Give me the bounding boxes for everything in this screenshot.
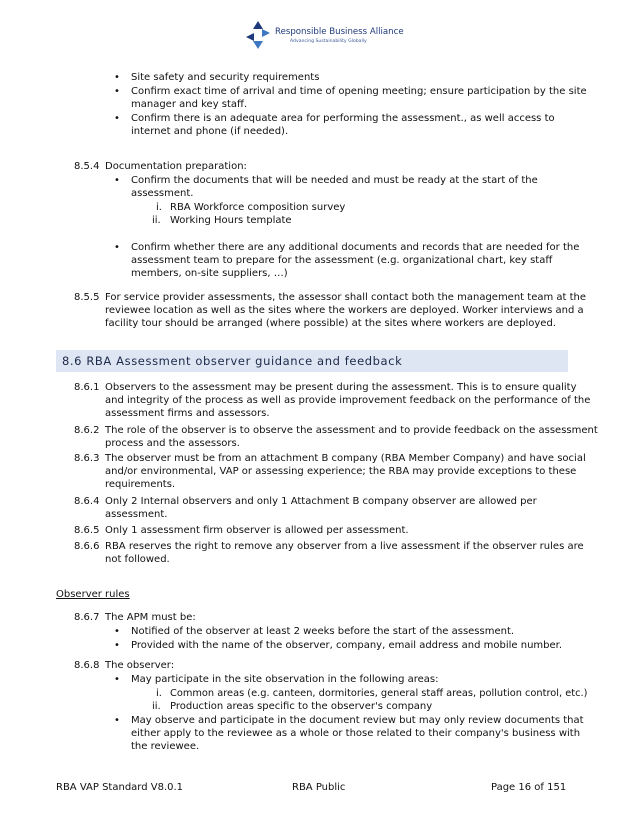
item-number: 8.6.8 [74, 660, 100, 671]
sub-number: i. [156, 202, 162, 213]
sub-text: Working Hours template [170, 215, 292, 226]
bullet-marker [114, 673, 120, 686]
bullet-text: Confirm the documents that will be needed and must be ready at the start of the [131, 175, 538, 186]
sub-text: RBA Workforce composition survey [170, 202, 346, 213]
paragraph-line: For service provider assessments, the assessor shall contact both the management team at the [105, 292, 587, 303]
item-number: 8.6.7 [74, 612, 100, 623]
item-line: and integrity of the process as well as provide improvement feedback on the performance of the [105, 395, 591, 406]
top-bullet-text: Confirm exact time of arrival and time of opening meeting; ensure participation by the site [131, 86, 587, 97]
section-number: 8.5.4 [74, 161, 100, 172]
bullet-marker [114, 112, 120, 125]
bullet-text: Confirm whether there are any additional documents and records that are needed for the [131, 242, 580, 253]
bullet-marker [114, 625, 120, 638]
item-line: The role of the observer is to observe the assessment and to provide feedback on the assessment [105, 425, 598, 436]
bullet-text: the reviewee. [131, 741, 200, 752]
item-line: process and the assessors. [105, 438, 240, 449]
top-bullet-text: Confirm there is an adequate area for performing the assessment., as well access to [131, 113, 555, 124]
item-line: Only 2 Internal observers and only 1 Attachment B company observer are allowed per [105, 496, 537, 507]
item-number: 8.6.3 [74, 453, 100, 464]
bullet-text: assessment. [131, 188, 194, 199]
bullet-text: assessment team to prepare for the assessment (e.g. organizational chart, key staff [131, 255, 553, 266]
item-line: RBA reserves the right to remove any observer from a live assessment if the observer rules are [105, 541, 584, 552]
paragraph-line: facility tour should be arranged (where possible) at the sites where workers are deployed. [105, 318, 556, 329]
bullet-text: May observe and participate in the document review but may only review documents that [131, 715, 584, 726]
item-line: not followed. [105, 554, 170, 565]
item-number: 8.6.6 [74, 541, 100, 552]
logo-tagline: Advancing Sustainability Globally [290, 39, 367, 44]
sub-number: i. [156, 688, 162, 699]
section-heading: 8.6 RBA Assessment observer guidance and feedback [62, 354, 403, 368]
bullet-text: May participate in the site observation in the following areas: [131, 674, 439, 685]
item-line: assessment. [105, 509, 168, 520]
footer-page-number: Page 16 of 151 [491, 782, 567, 793]
bullet-marker [114, 85, 120, 98]
bullet-marker [114, 714, 120, 727]
top-bullet-text: manager and key staff. [131, 99, 248, 110]
footer-document-id: RBA VAP Standard V8.0.1 [56, 782, 184, 793]
bullet-text: Notified of the observer at least 2 weeks before the start of the assessment. [131, 626, 515, 637]
bullet-text: Provided with the name of the observer, company, email address and mobile number. [131, 640, 563, 651]
item-line: and/or environmental, VAP or assessing experience; the RBA may provide exceptions to these [105, 466, 577, 477]
bullet-marker [114, 639, 120, 652]
item-number: 8.6.2 [74, 425, 100, 436]
item-line: requirements. [105, 479, 176, 490]
top-bullet-text: Site safety and security requirements [131, 72, 320, 83]
top-bullet-text: internet and phone (if needed). [131, 126, 289, 137]
item-line: The observer must be from an attachment B company (RBA Member Company) and have social [105, 453, 586, 464]
footer-classification: RBA Public [292, 782, 346, 793]
item-title: The observer: [105, 660, 175, 671]
bullet-marker [114, 241, 120, 254]
logo-name: Responsible Business Alliance [275, 27, 404, 37]
item-number: 8.6.4 [74, 496, 100, 507]
item-line: Only 1 assessment firm observer is allowed per assessment. [105, 525, 409, 536]
sub-number: ii. [152, 701, 161, 712]
item-number: 8.6.5 [74, 525, 100, 536]
bullet-text: members, on-site suppliers, …) [131, 268, 288, 279]
item-line: assessment firms and assessors. [105, 408, 270, 419]
item-number: 8.6.1 [74, 382, 100, 393]
bullet-text: either apply to the reviewee as a whole or those related to their company's business with [131, 728, 581, 739]
section-number: 8.5.5 [74, 292, 100, 303]
observer-rules-heading: Observer rules [56, 589, 130, 600]
section-title: Documentation preparation: [105, 161, 247, 172]
item-title: The APM must be: [105, 612, 196, 623]
rba-triangle-arrows-icon [244, 20, 272, 50]
sub-number: ii. [152, 215, 161, 226]
item-line: Observers to the assessment may be present during the assessment. This is to ensure quality [105, 382, 577, 393]
paragraph-line: reviewee location as well as the sites where the workers are deployed. Worker interviews and a [105, 305, 584, 316]
sub-text: Production areas specific to the observer's company [170, 701, 433, 712]
bullet-marker [114, 174, 120, 187]
sub-text: Common areas (e.g. canteen, dormitories, general staff areas, pollution control, etc.) [170, 688, 588, 699]
bullet-marker [114, 71, 120, 84]
